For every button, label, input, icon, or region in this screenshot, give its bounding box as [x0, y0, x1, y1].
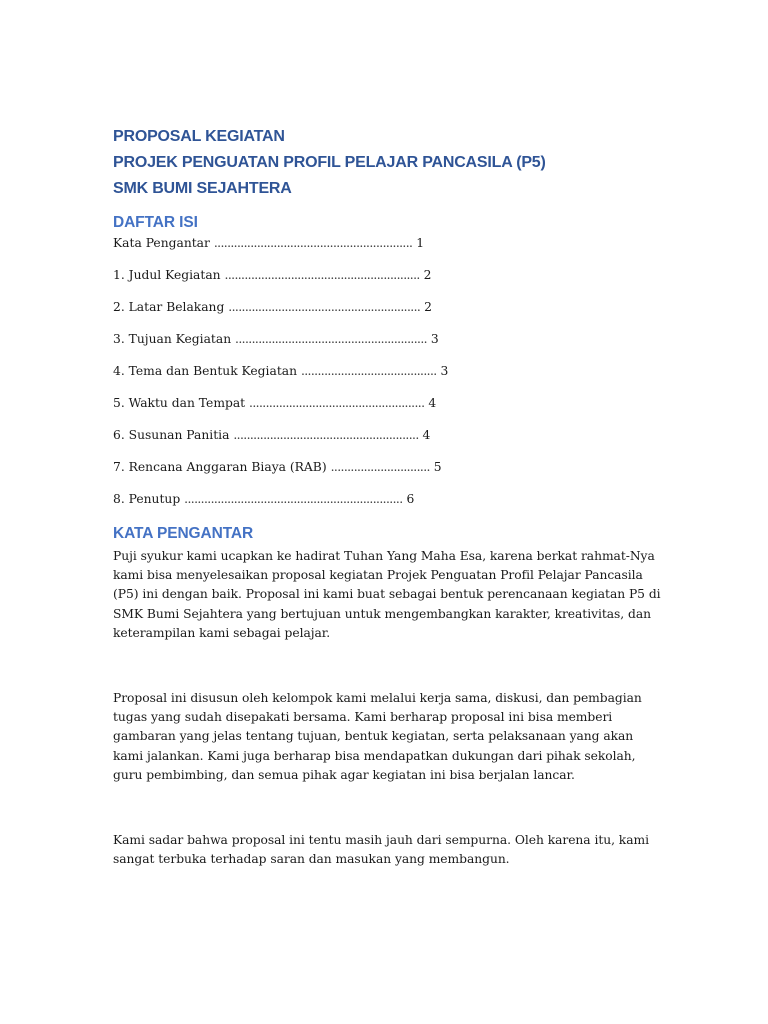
toc-item-label: 8. Penutup: [113, 492, 181, 506]
toc-item-leader: ..................................................................: [184, 492, 403, 506]
toc-item-page: 3: [440, 364, 449, 378]
toc-heading: DAFTAR ISI: [113, 214, 198, 231]
toc-item-page: 3: [430, 332, 439, 346]
toc-item: [113, 426, 658, 458]
toc-item-leader: ...........................................................: [224, 268, 420, 282]
toc-item-label: Kata Pengantar: [113, 236, 210, 250]
toc-item-page: 4: [422, 428, 431, 442]
toc-item: [113, 234, 658, 266]
toc-item-leader: ..............................: [330, 460, 430, 474]
toc-item-label: 3. Tujuan Kegiatan: [113, 332, 232, 346]
title-line-3: SMK BUMI SEJAHTERA: [113, 180, 292, 197]
toc-item: [113, 362, 658, 394]
intro-paragraph-3: Kami sadar bahwa proposal ini tentu masih jauh dari sempurna. Oleh karena itu, kami sangat terbuka terhadap saran dan masukan yang membangun.: [113, 833, 649, 867]
document-page: [113, 124, 661, 869]
toc-item-label: 4. Tema dan Bentuk Kegiatan: [113, 364, 298, 378]
toc-item-label: 5. Waktu dan Tempat: [113, 396, 246, 410]
toc-item: [113, 490, 658, 522]
intro-paragraph-1: Puji syukur kami ucapkan ke hadirat Tuhan Yang Maha Esa, karena berkat rahmat-Nya kami bisa menyelesaikan proposal kegiatan Projek Penguatan Profil Pelajar Pancasila (P5) ini dengan baik. Proposal ini kami buat sebagai bentuk perencanaan kegiatan P5 di SMK Bumi Sejahtera yang bertujuan untuk mengembangkan karakter, kreativitas, dan keterampilan kami sebagai pelajar.: [113, 549, 661, 640]
intro-paragraph-2: Proposal ini disusun oleh kelompok kami melalui kerja sama, diskusi, dan pembagian tugas yang sudah disepakati bersama. Kami berharap proposal ini bisa memberi gambaran yang jelas tentang tujuan, bentuk kegiatan, serta pelaksanaan yang akan kami jalankan. Kami juga berharap bisa mendapatkan dukungan dari pihak sekolah, guru pembimbing, dan semua pihak agar kegiatan ini bisa berjalan lancar.: [113, 691, 642, 782]
toc-item-leader: .........................................: [300, 364, 437, 378]
table-of-contents: [113, 234, 658, 522]
title-line-1: PROPOSAL KEGIATAN: [113, 128, 285, 145]
toc-item-leader: ........................................................: [233, 428, 419, 442]
toc-item-page: 1: [416, 236, 425, 250]
toc-item-label: 6. Susunan Panitia: [113, 428, 230, 442]
toc-item-leader: ..........................................................: [235, 332, 427, 346]
toc-item-leader: .....................................................: [249, 396, 425, 410]
toc-item: [113, 394, 658, 426]
toc-item: [113, 330, 658, 362]
toc-item: [113, 266, 658, 298]
toc-item-page: 2: [423, 268, 432, 282]
toc-item: [113, 298, 658, 330]
document-title: [113, 124, 658, 202]
toc-item-label: 2. Latar Belakang: [113, 300, 225, 314]
toc-item-leader: ..........................................................: [228, 300, 421, 314]
toc-item-page: 2: [424, 300, 432, 314]
toc-item-page: 4: [428, 396, 437, 410]
toc-item: [113, 458, 658, 490]
title-line-2: PROJEK PENGUATAN PROFIL PELAJAR PANCASILA (P5): [113, 154, 546, 171]
toc-item-page: 6: [406, 492, 415, 506]
toc-item-leader: ............................................................: [213, 236, 413, 250]
toc-item-page: 5: [433, 460, 442, 474]
toc-item-label: 1. Judul Kegiatan: [113, 268, 221, 282]
intro-heading: KATA PENGANTAR: [113, 525, 254, 542]
toc-item-label: 7. Rencana Anggaran Biaya (RAB): [113, 460, 327, 474]
